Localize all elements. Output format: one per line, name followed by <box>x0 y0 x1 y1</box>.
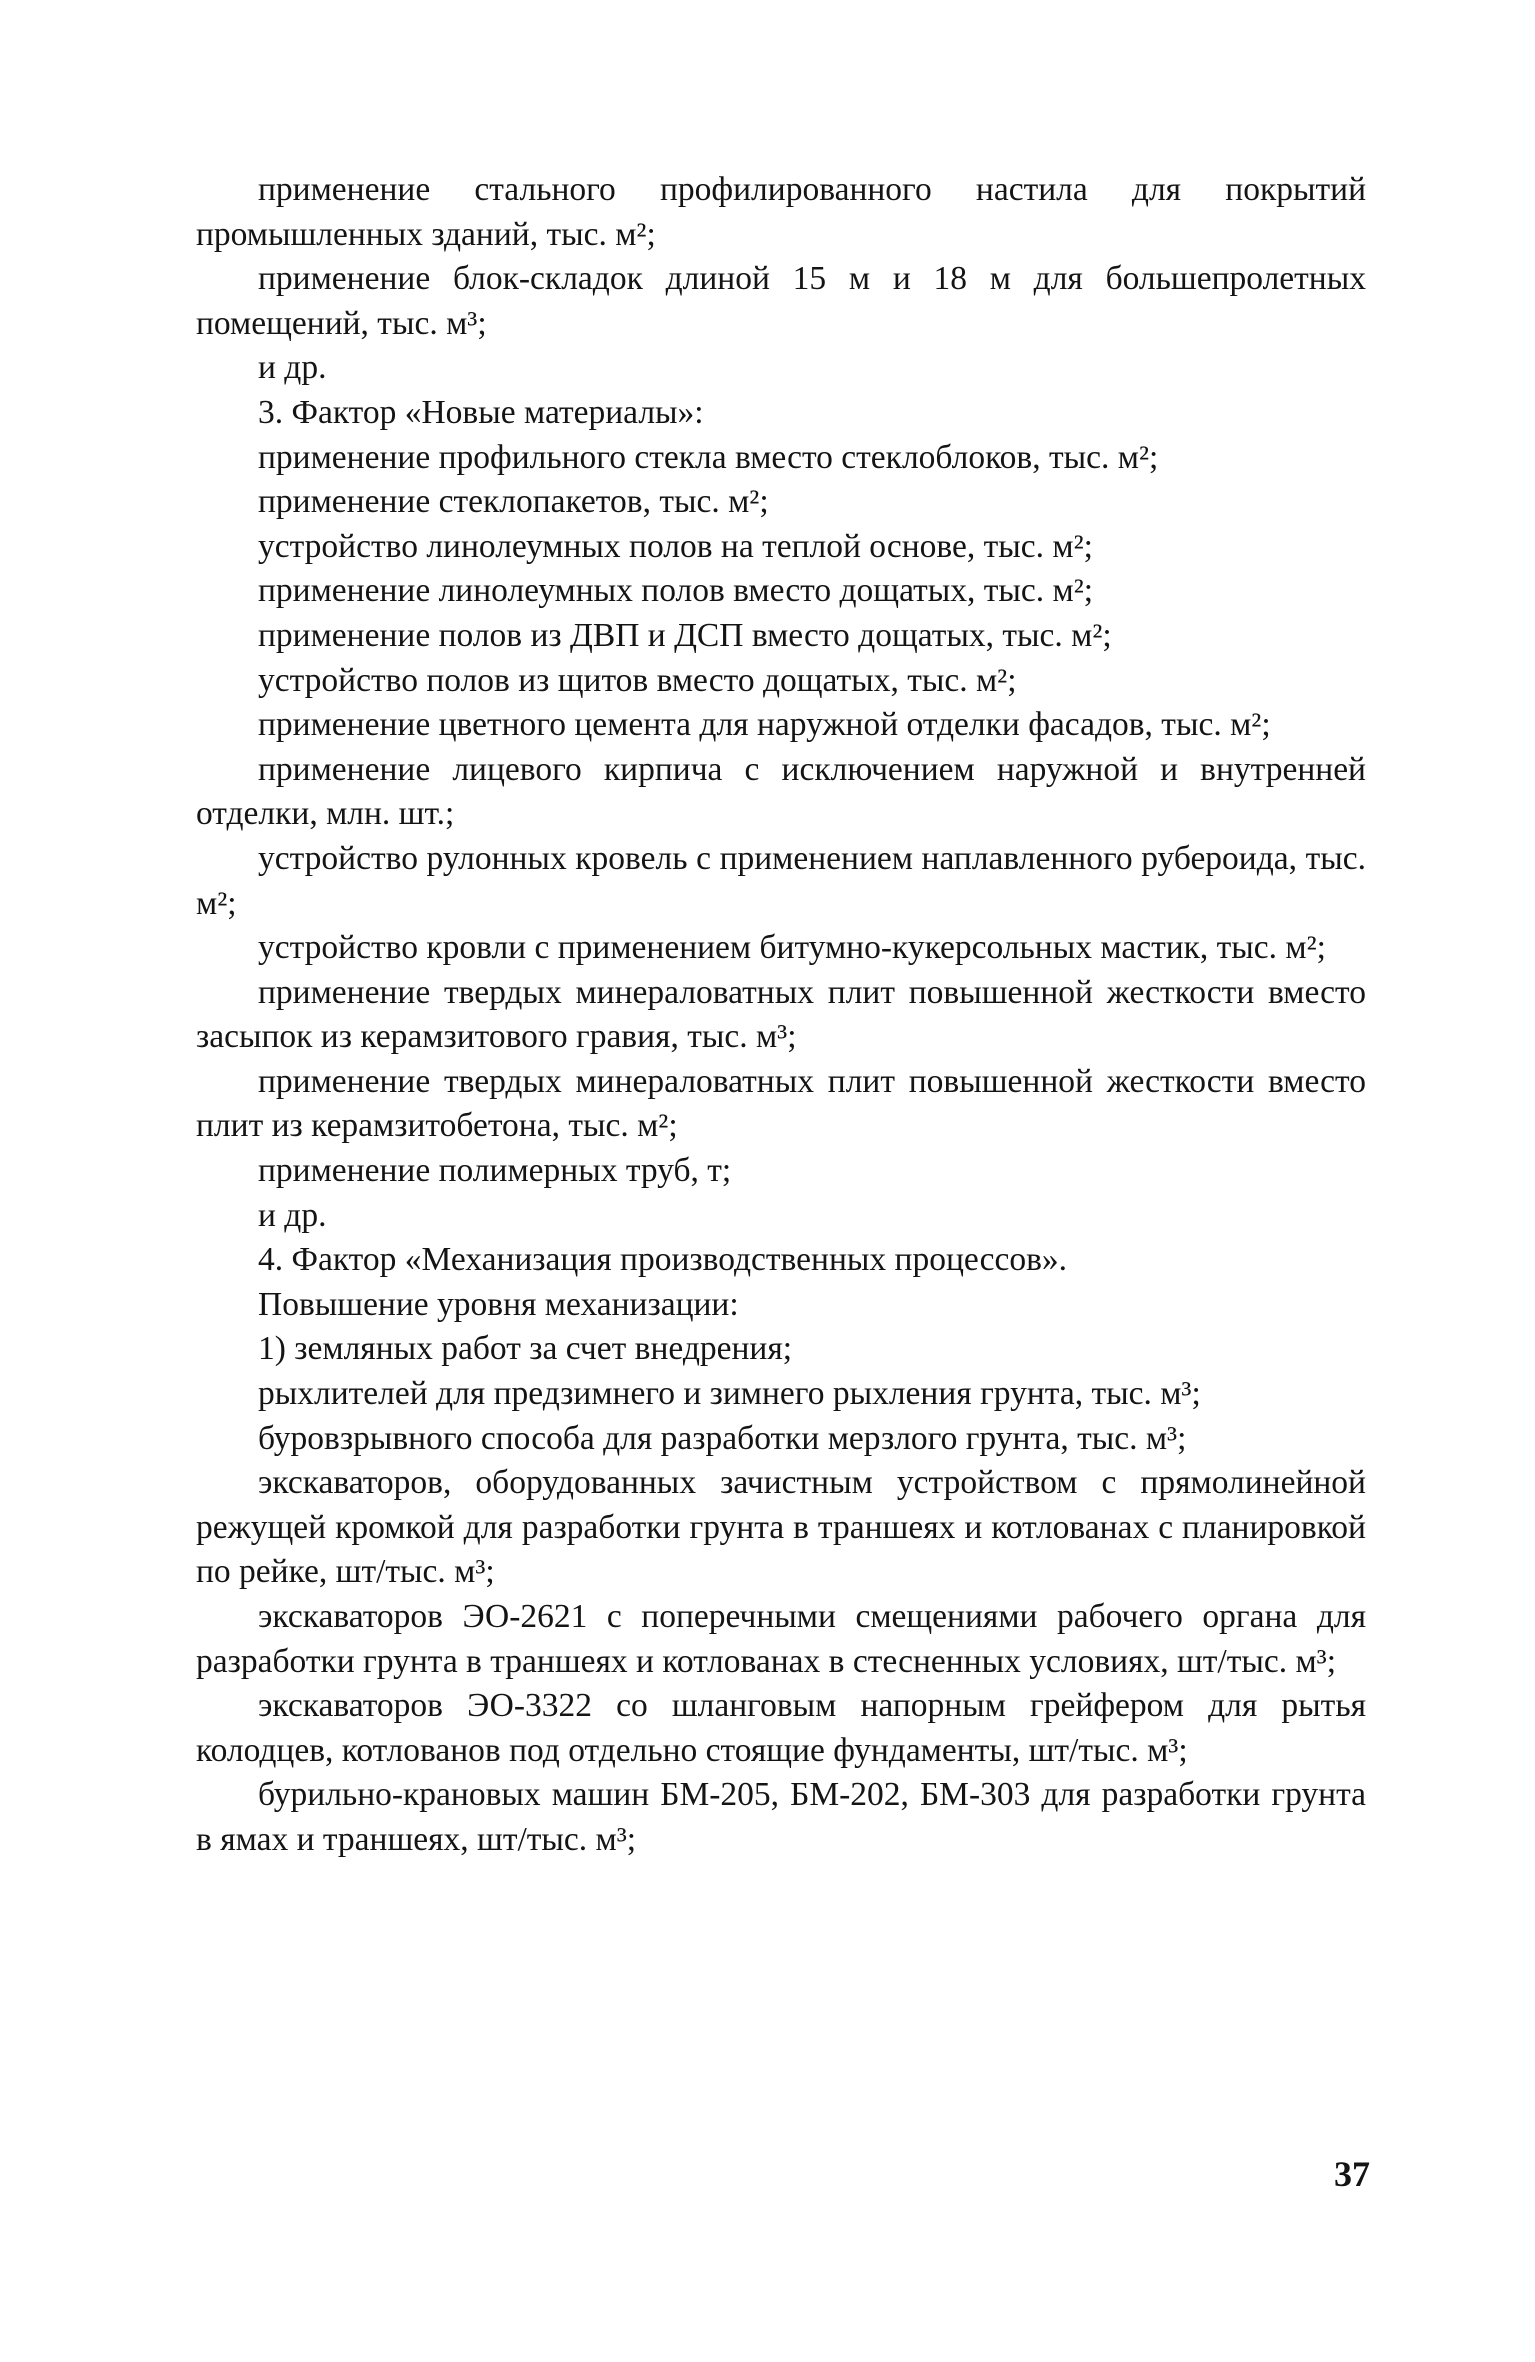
heading-factor-4: 4. Фактор «Механизация производственных процессов». <box>258 1241 1068 1279</box>
paragraph-rolled-roofing: устройство рулонных кровель с применением наплавленного рубероида, тыс. м²; <box>196 839 1366 922</box>
body-text <box>196 168 1366 1863</box>
paragraph-linoleum-warm: устройство линолеумных полов на теплой основе, тыс. м²; <box>258 527 1093 565</box>
paragraph-panel-floors: устройство полов из щитов вместо дощатых, тыс. м²; <box>258 661 1017 699</box>
paragraph-bitumen-mastic: устройство кровли с применением битумно-кукерсольных мастик, тыс. м²; <box>258 929 1326 967</box>
paragraph-excavators-eo3322: экскаваторов ЭО-3322 со шланговым напорным грейфером для рытья колодцев, котлованов под отдельно стоящие фундаменты, шт/тыс. м³; <box>196 1687 1366 1769</box>
paragraph-etc-2: и др. <box>258 1196 327 1234</box>
heading-factor-3: 3. Фактор «Новые материалы»: <box>258 393 704 431</box>
paragraph-mineral-wool-gravel: применение твердых минераловатных плит повышенной жесткости вместо засыпок из керамзитового гравия, тыс. м³; <box>196 973 1366 1056</box>
paragraph-rippers: рыхлителей для предзимнего и зимнего рыхления грунта, тыс. м³; <box>258 1375 1201 1413</box>
paragraph-polymer-pipes: применение полимерных труб, т; <box>258 1152 732 1190</box>
paragraph-earthworks: 1) земляных работ за счет внедрения; <box>258 1330 793 1368</box>
paragraph-block-folds: применение блок-складок длиной 15 м и 18 м для большепролетных помещений, тыс. м³; <box>196 260 1366 342</box>
paragraph-profile-glass: применение профильного стекла вместо стеклоблоков, тыс. м²; <box>258 438 1159 476</box>
paragraph-linoleum-instead: применение линолеумных полов вместо дощатых, тыс. м²; <box>258 572 1094 610</box>
paragraph-excavators-cleanup: экскаваторов, оборудованных зачистным устройством с прямолинейной режущей кромкой для разработки грунта в траншеях и котлованах с планировкой по рейке, шт/тыс. м³; <box>196 1464 1366 1591</box>
paragraph-dvp-dsp-floors: применение полов из ДВП и ДСП вместо дощатых, тыс. м²; <box>258 616 1112 654</box>
paragraph-drill-blast: буровзрывного способа для разработки мерзлого грунта, тыс. м³; <box>258 1419 1187 1457</box>
paragraph-etc-1: и др. <box>258 349 327 387</box>
paragraph-drilling-crane-machines: бурильно-крановых машин БМ-205, БМ-202, БМ-303 для разработки грунта в ямах и траншеях, шт/тыс. м³; <box>196 1776 1366 1858</box>
page-number: 37 <box>1334 2154 1370 2194</box>
paragraph-glass-units: применение стеклопакетов, тыс. м²; <box>258 483 769 521</box>
paragraph-mechanization-level: Повышение уровня механизации: <box>258 1285 739 1323</box>
paragraph-facing-brick: применение лицевого кирпича с исключением наружной и внутренней отделки, млн. шт.; <box>196 750 1366 833</box>
paragraph-excavators-eo2621: экскаваторов ЭО-2621 с поперечными смещениями рабочего органа для разработки грунта в траншеях и котлованах в стесненных условиях, шт/тыс. м³; <box>196 1598 1366 1680</box>
paragraph-steel-decking: применение стального профилированного настила для покрытий промышленных зданий, тыс. м²; <box>196 171 1366 253</box>
paragraph-mineral-wool-concrete: применение твердых минераловатных плит повышенной жесткости вместо плит из керамзитобетона, тыс. м²; <box>196 1062 1366 1145</box>
paragraph-colored-cement: применение цветного цемента для наружной отделки фасадов, тыс. м²; <box>258 706 1271 744</box>
